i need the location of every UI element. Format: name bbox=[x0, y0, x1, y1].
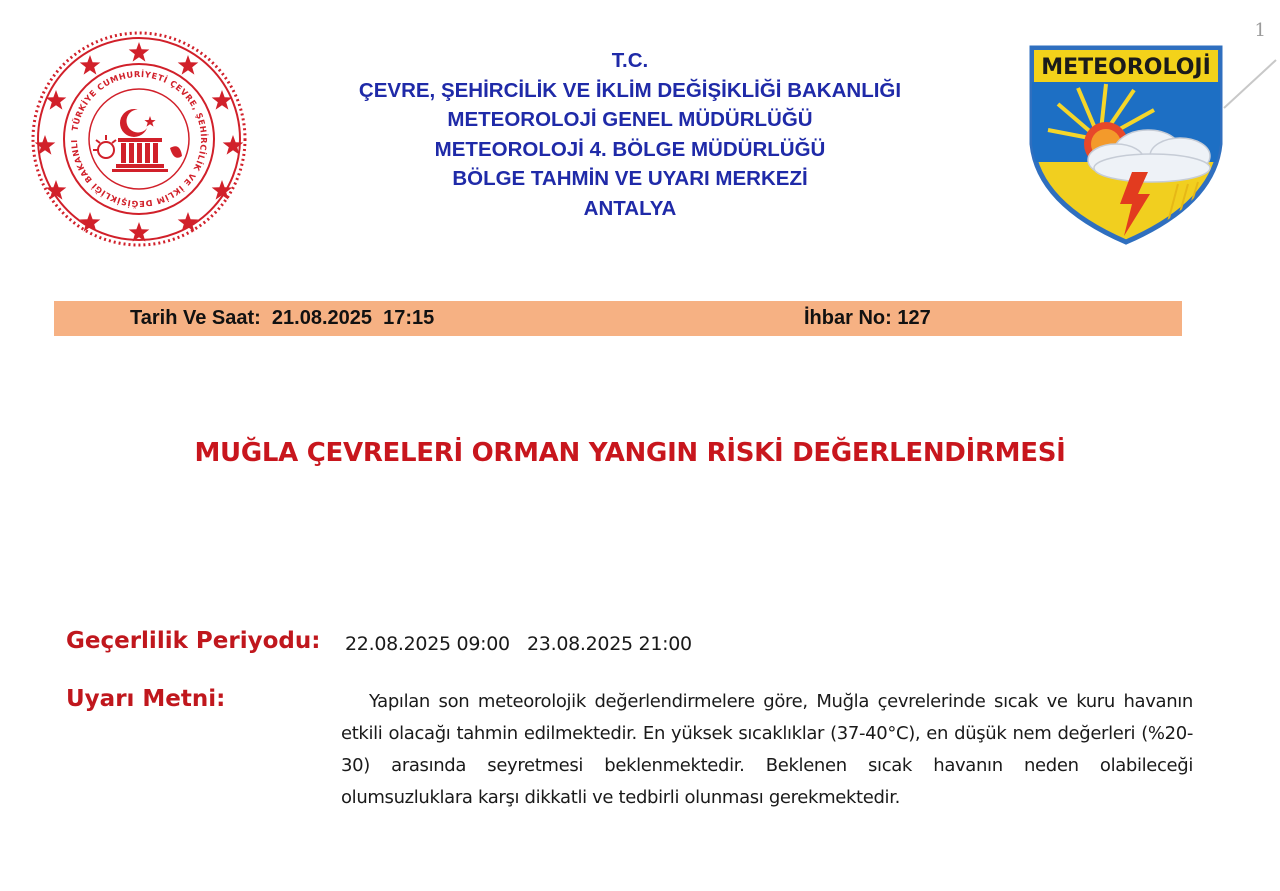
meteoroloji-shield-icon bbox=[1028, 44, 1224, 246]
svg-text:METEOROLOJİ: METEOROLOJİ bbox=[1041, 55, 1211, 80]
page-number: 1 bbox=[1254, 20, 1266, 41]
header-line-ministry: ÇEVRE, ŞEHİRCİLİK VE İKLİM DEĞİŞİKLİĞİ BAKANLIĞI bbox=[358, 78, 902, 102]
svg-text:TÜRKİYE CUMHURİYETİ ÇEVRE, ŞEH: TÜRKİYE CUMHURİYETİ ÇEVRE, ŞEHİRCİLİK VE İKLİM DEĞİŞİKLİĞİ BAKANLI bbox=[68, 68, 210, 210]
info-bar bbox=[54, 301, 1182, 336]
validity-label: Geçerlilik Periyodu: bbox=[66, 628, 321, 654]
header-line-forecast-center: BÖLGE TAHMİN VE UYARI MERKEZİ bbox=[452, 167, 808, 190]
date-time bbox=[130, 307, 434, 330]
ihbar-value: 127 bbox=[897, 307, 931, 329]
date-label: Tarih Ve Saat: bbox=[130, 307, 261, 329]
ihbar-label: İhbar No: bbox=[804, 307, 892, 329]
warning-label: Uyarı Metni: bbox=[66, 686, 226, 712]
validity-start: 22.08.2025 09:00 bbox=[345, 633, 510, 655]
validity-end: 23.08.2025 21:00 bbox=[527, 633, 692, 655]
header-line-tc: T.C. bbox=[611, 49, 649, 72]
date-value: 21.08.2025 17:15 bbox=[271, 307, 435, 329]
ihbar-number bbox=[804, 307, 931, 330]
header-line-general-directorate: METEOROLOJİ GENEL MÜDÜRLÜĞÜ bbox=[447, 108, 813, 131]
header-line-regional-directorate: METEOROLOJİ 4. BÖLGE MÜDÜRLÜĞÜ bbox=[434, 137, 826, 161]
header-line-city: ANTALYA bbox=[583, 196, 677, 220]
warning-text: Yapılan son meteorolojik değerlendirmelere göre, Muğla çevrelerinde sıcak ve kuru havanın etkili olacağı tahmin edilmektedir. En yüksek sıcaklıklar (37-40°C), en düşük nem değerleri (%20-30) arasında seyretmesi beklenmektedir. Beklenen sıcak havanın neden olabileceği olumsuzluklara karşı dikkatli ve tedbirli olunması gerekmektedir. bbox=[341, 691, 1193, 808]
ministry-seal-icon bbox=[30, 30, 248, 248]
validity-period bbox=[345, 633, 692, 655]
document-title: MUĞLA ÇEVRELERİ ORMAN YANGIN RİSKİ DEĞERLENDİRMESİ bbox=[194, 438, 1066, 468]
institution-header bbox=[280, 46, 980, 223]
